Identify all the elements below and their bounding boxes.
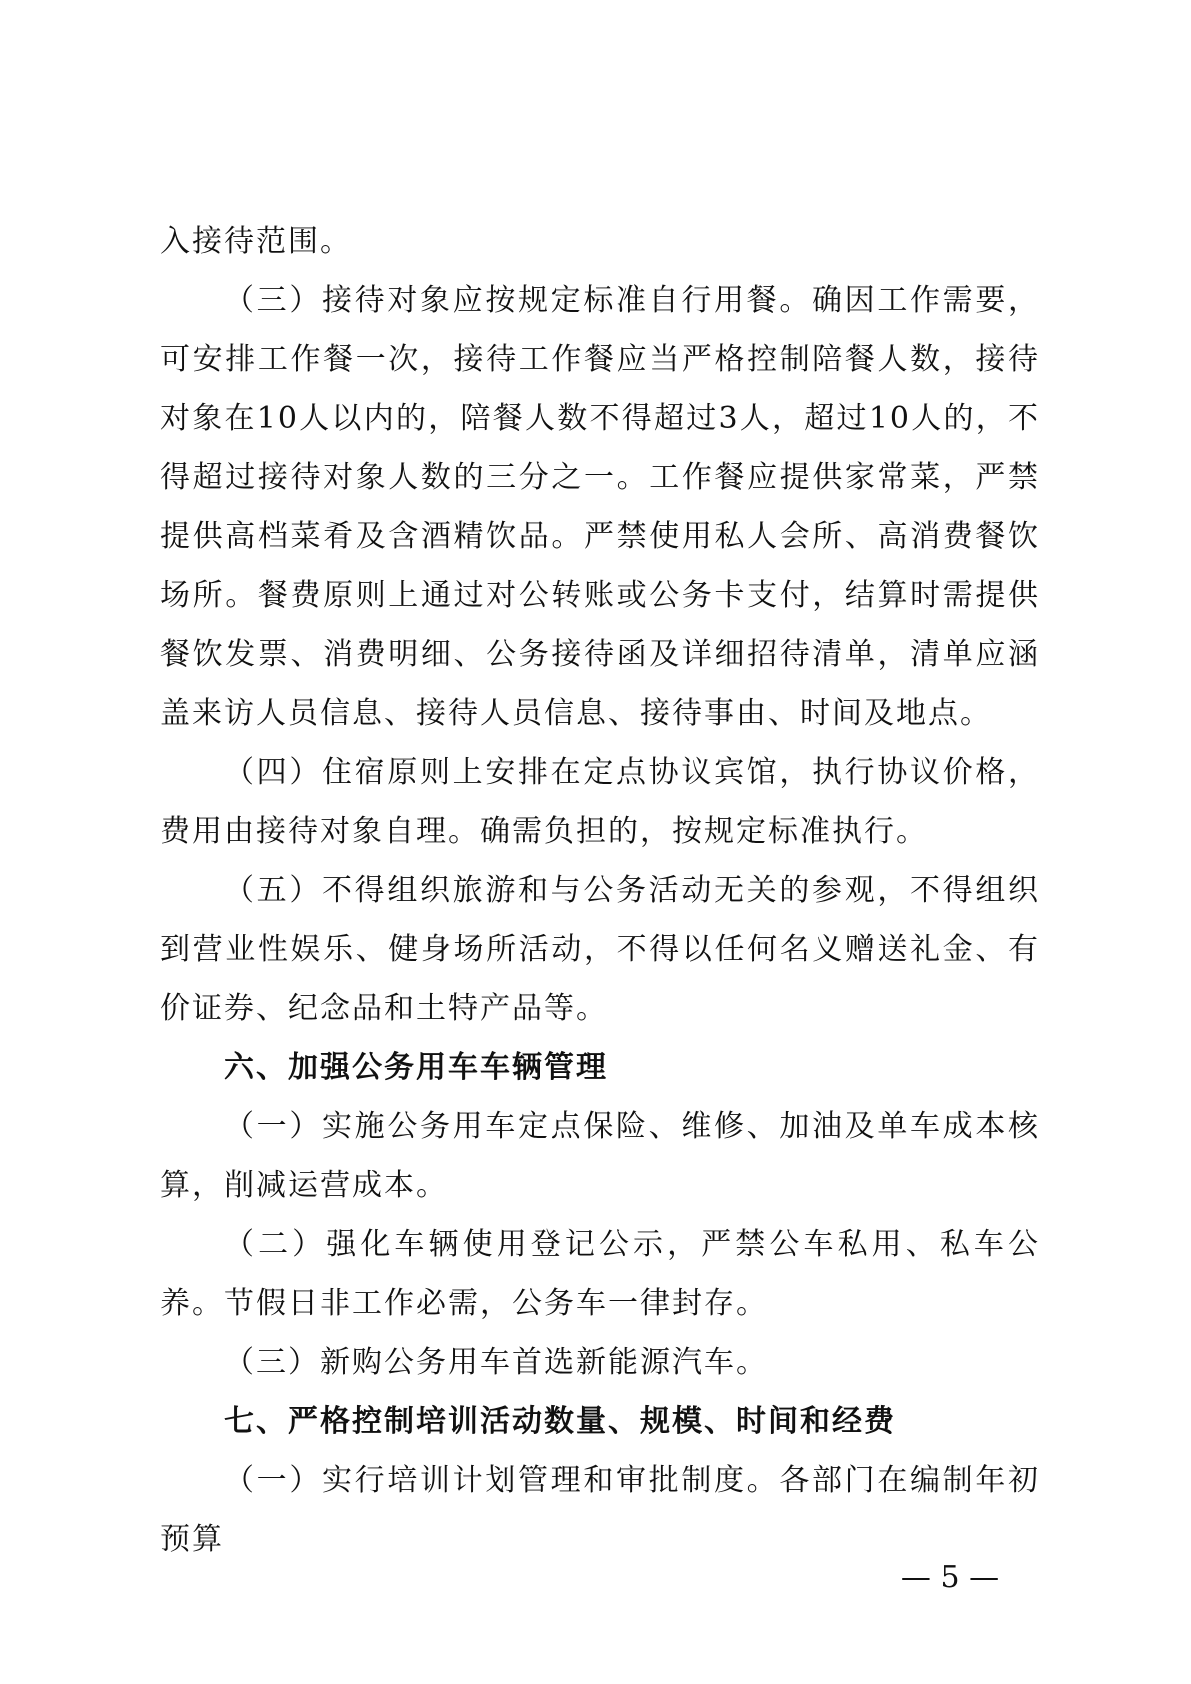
- paragraph-activity-rules: （五）不得组织旅游和与公务活动无关的参观，不得组织到营业性娱乐、健身场所活动，不得以任何名义赠送礼金、有价证券、纪念品和土特产品等。: [160, 873, 1040, 1026]
- paragraph-meal-rules: （三）接待对象应按规定标准自行用餐。确因工作需要，可安排工作餐一次，接待工作餐应当严格控制陪餐人数，接待对象在10人以内的，陪餐人数不得超过3人，超过10人的，不得超过接待对象人数的三分之一。工作餐应提供家常菜，严禁提供高档菜肴及含酒精饮品。严禁使用私人会所、高消费餐饮场所。餐费原则上通过对公转账或公务卡支付，结算时需提供餐饮发票、消费明细、公务接待函及详细招待清单，清单应涵盖来访人员信息、接待人员信息、接待事由、时间及地点。: [160, 283, 1040, 731]
- document-body: [160, 212, 1040, 1569]
- section-heading-vehicle-management: 六、加强公务用车车辆管理: [224, 1050, 608, 1085]
- page-number: — 5 —: [900, 1560, 1000, 1595]
- paragraph-lodging-rules: （四）住宿原则上安排在定点协议宾馆，执行协议价格，费用由接待对象自理。确需负担的，按规定标准执行。: [160, 755, 1040, 849]
- paragraph-vehicle-cost: （一）实施公务用车定点保险、维修、加油及单车成本核算，削减运营成本。: [160, 1109, 1040, 1203]
- paragraph-continuation: 入接待范围。: [160, 224, 352, 259]
- paragraph-training-plan: （一）实行培训计划管理和审批制度。各部门在编制年初预算: [160, 1463, 1040, 1557]
- paragraph-new-energy-vehicles: （三）新购公务用车首选新能源汽车。: [224, 1345, 768, 1380]
- section-heading-training-control: 七、严格控制培训活动数量、规模、时间和经费: [224, 1404, 896, 1439]
- paragraph-vehicle-registration: （二）强化车辆使用登记公示，严禁公车私用、私车公养。节假日非工作必需，公务车一律封存。: [160, 1227, 1040, 1321]
